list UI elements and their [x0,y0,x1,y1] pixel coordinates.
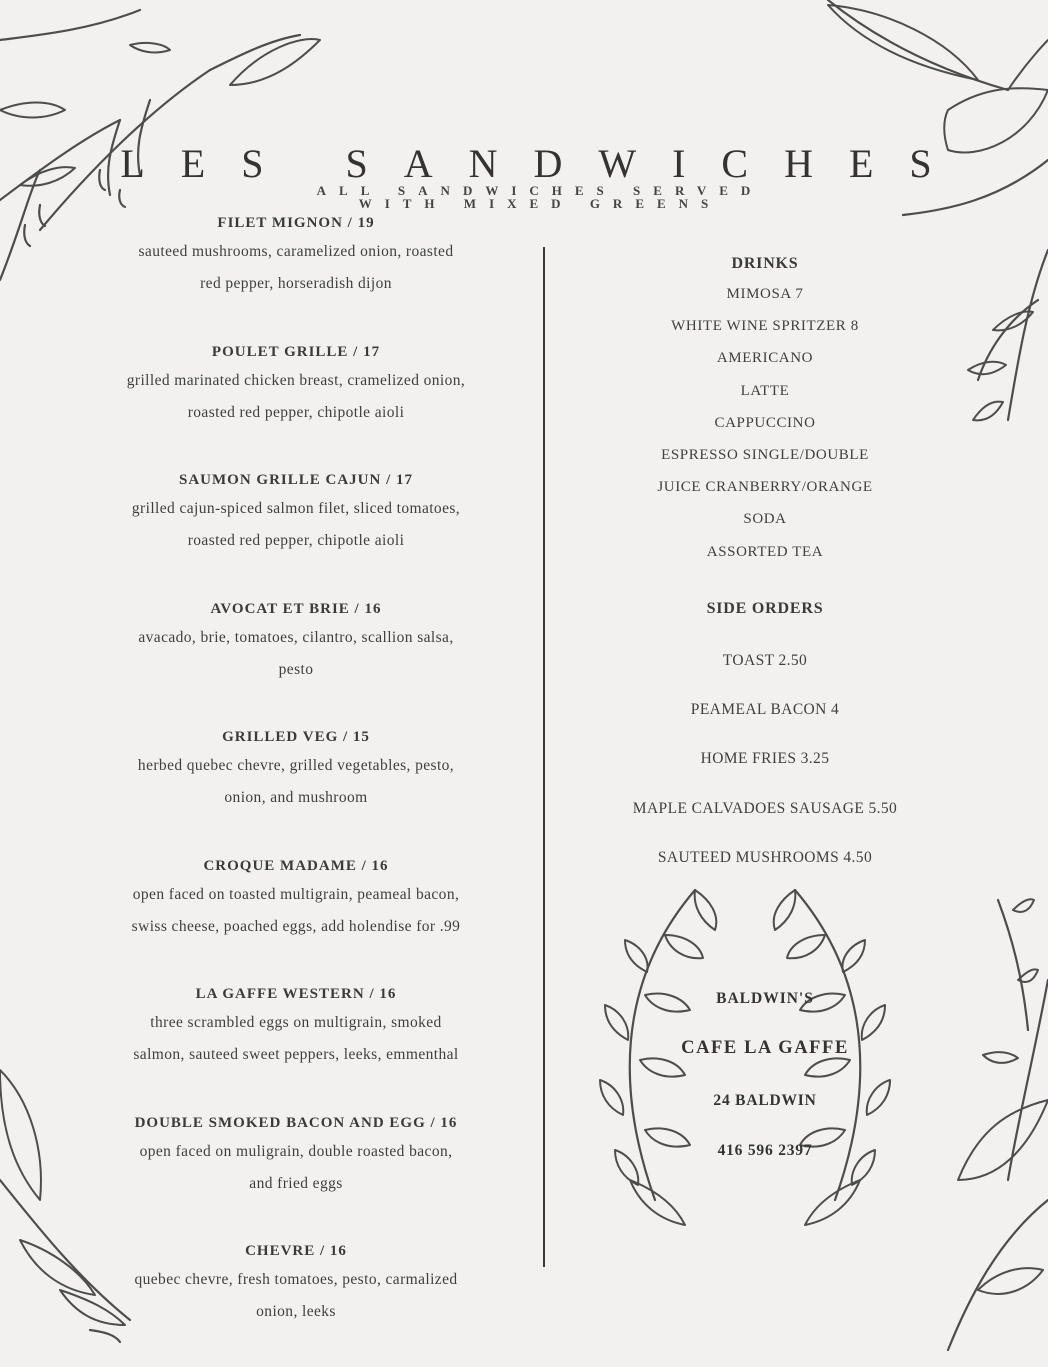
sandwich-description: salmon, sauteed sweet peppers, leeks, emmenthal [133,1046,459,1063]
sandwich-description: onion, leeks [256,1303,336,1320]
sandwich-name: POULET GRILLE / 17 [211,343,381,360]
sandwich-description: onion, and mushroom [224,789,368,806]
sandwich-description: roasted red pepper, chipotle aioli [187,532,405,549]
sandwich-list [100,210,492,1367]
side-orders-list [580,636,950,882]
sandwich-description: and fried eggs [249,1174,343,1192]
sandwich-description: roasted red pepper, chipotle aioli [187,403,405,421]
sandwich-item [100,1110,492,1239]
sandwich-name: DOUBLE SMOKED BACON AND EGG / 16 [134,1114,458,1131]
side-item: MAPLE CALVADOES SAUSAGE 5.50 [632,799,898,817]
drink-item: WHITE WINE SPRITZER 8 [671,318,859,335]
drink-item: CAPPUCCINO [714,414,816,431]
sandwich-description: swiss cheese, poached eggs, add holendise for .99 [131,917,461,935]
drink-item: AMERICANO [716,350,814,367]
drink-item: ASSORTED TEA [706,543,824,560]
side-item: HOME FRIES 3.25 [700,750,830,768]
drinks-and-sides [580,250,950,882]
sandwich-item [100,339,492,468]
sandwich-name: CHEVRE / 16 [245,1243,347,1259]
sandwich-name: CROQUE MADAME / 16 [203,857,389,874]
sandwich-item [100,210,492,339]
sandwich-item [100,596,492,725]
sandwich-name: LA GAFFE WESTERN / 16 [195,986,397,1002]
cafe-address: 24 BALDWIN [713,1092,817,1109]
drink-item: ESPRESSO SINGLE/DOUBLE [661,447,869,464]
sandwich-description: grilled cajun-spiced salmon filet, sliced tomatoes, [131,500,461,517]
sandwich-description: herbed quebec chevre, grilled vegetables, pesto, [137,757,455,774]
cafe-info [640,990,890,1160]
sandwich-description: open faced on toasted multigrain, peameal bacon, [132,885,460,903]
sandwich-item [100,724,492,853]
owner-name: BALDWIN'S [716,990,814,1007]
drinks-heading: DRINKS [731,255,799,272]
sandwich-name: SAUMON GRILLE CAJUN / 17 [178,472,413,488]
sandwich-description: avacado, brie, tomatoes, cilantro, scallion salsa, [138,628,454,646]
sandwich-item [100,467,492,596]
menu-subtitle: ALL SANDWICHES SERVED WITH MIXED GREENS [316,183,764,211]
side-orders-heading: SIDE ORDERS [706,599,824,617]
sandwich-description: quebec chevre, fresh tomatoes, pesto, carmalized [134,1271,458,1288]
sandwich-item [100,981,492,1110]
sandwich-description: three scrambled eggs on multigrain, smoked [150,1014,442,1031]
sandwich-name: FILET MIGNON / 19 [217,215,375,231]
column-divider [543,247,545,1267]
drink-item: MIMOSA 7 [726,286,804,302]
bottom-right-leaves-decoration [938,880,1048,1350]
sandwich-description: pesto [278,660,314,678]
drink-item: LATTE [740,382,790,399]
sandwich-name: GRILLED VEG / 15 [222,729,370,745]
sandwich-description: sauteed mushrooms, caramelized onion, roasted [138,243,454,260]
sandwich-description: red pepper, horseradish dijon [200,275,392,292]
side-item: SAUTEED MUSHROOMS 4.50 [657,849,873,867]
menu-title: LES SANDWICHES [120,141,968,186]
sandwich-description: grilled marinated chicken breast, cramelized onion, [126,371,466,389]
sandwich-description: open faced on muligrain, double roasted bacon, [139,1142,453,1160]
cafe-name: CAFE LA GAFFE [681,1038,849,1058]
drink-item: SODA [743,511,787,528]
side-item: PEAMEAL BACON 4 [690,701,840,719]
sandwich-item [100,1238,492,1367]
sandwich-name: AVOCAT ET BRIE / 16 [210,600,382,617]
sandwich-item [100,853,492,982]
drink-item: JUICE CRANBERRY/ORANGE [657,479,873,496]
side-item: TOAST 2.50 [722,651,808,669]
cafe-phone: 416 596 2397 [717,1142,813,1159]
